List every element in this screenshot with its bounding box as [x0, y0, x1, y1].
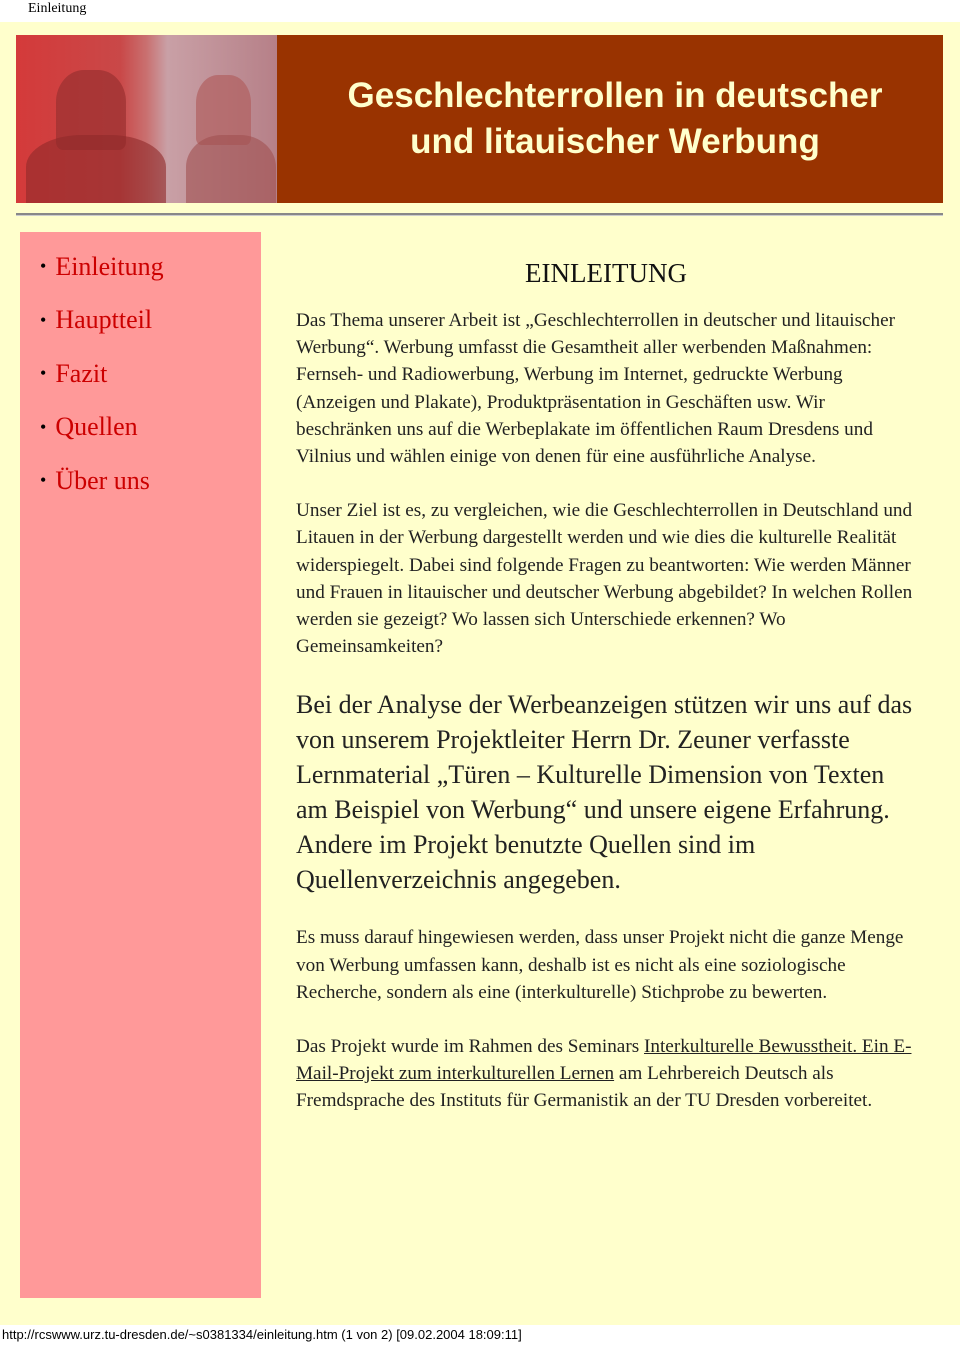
divider	[16, 213, 943, 216]
paragraph-credits: Das Projekt wurde im Rahmen des Seminars Interkulturelle Bewusstheit. Ein E-Mail-Projekt zum interkulturellen Lernen am Lehrbereich Deutsch als Fremdsprache des Instituts für Germanistik an der TU Dresden vorbereitet.	[296, 1036, 912, 1112]
nav-item-hauptteil[interactable]: • Hauptteil	[40, 305, 153, 335]
nav-item-einleitung[interactable]: • Einleitung	[40, 251, 164, 281]
print-header-title: Einleitung	[28, 1, 87, 16]
paragraph-intro: Das Thema unserer Arbeit ist „Geschlechterrollen in deutscher und litauischer Werbung“. Werbung umfasst die Gesamtheit aller werbenden Maßnahmen: Fernseh- und Radiowerbung, Werbung im Internet, gedruckte Werbung (Anzeigen und Plakate), Produktpräsentation in Geschäften usw. Wir beschränken uns auf die Werbeplakate im öffentlichen Raum Dresdens und Vilnius und wählen einige von denen für eine ausführliche Analyse.	[296, 310, 896, 468]
nav-item-fazit[interactable]: • Fazit	[40, 358, 108, 388]
seminar-link[interactable]: Interkulturelle Bewusstheit. Ein E-Mail-Projekt zum interkulturellen Lernen	[296, 1036, 912, 1085]
paragraph-method: Bei der Analyse der Werbeanzeigen stützen wir uns auf das von unserem Projektleiter Herrn Dr. Zeuner verfasste Lernmaterial „Türen – Kulturelle Dimension von Texten am Beispiel von Werbung“ und unsere eigene Erfahrung. Andere im Projekt benutzte Quellen sind im Quellenverzeichnis angegeben.	[296, 690, 913, 895]
banner-photo	[16, 35, 277, 203]
nav-item-quellen[interactable]: • Quellen	[40, 412, 138, 442]
banner	[16, 35, 943, 203]
paragraph-goal: Unser Ziel ist es, zu vergleichen, wie die Geschlechterrollen in Deutschland und Litauen in der Werbung dargestellt werden und wie dies die kulturelle Realität widerspiegelt. Dabei sind folgende Fragen zu beantworten: Wie werden Männer und Frauen in litauischer und deutscher Werbung abgebildet? In welchen Rollen werden sie gezeigt? Wo lassen sich Unterschiede erkennen? Wo Gemeinsamkeiten?	[296, 500, 913, 658]
print-footer-url: http://rcswww.urz.tu-dresden.de/~s0381334/einleitung.htm (1 von 2) [09.02.2004 18:09:11]	[2, 1327, 522, 1342]
paragraph-scope: Es muss darauf hingewiesen werden, dass unser Projekt nicht die ganze Menge von Werbung umfassen kann, deshalb ist es nicht als eine soziologische Recherche, sondern als eine (interkulturelle) Stichprobe zu bewerten.	[296, 927, 904, 1003]
page	[0, 22, 960, 1325]
main-content	[296, 258, 916, 1142]
nav-item-ueber-uns[interactable]: • Über uns	[40, 465, 150, 495]
page-heading: EINLEITUNG	[525, 258, 687, 288]
sidebar-nav	[20, 232, 261, 1298]
site-title: Geschlechterrollen in deutscher und litauischer Werbung	[347, 76, 883, 161]
